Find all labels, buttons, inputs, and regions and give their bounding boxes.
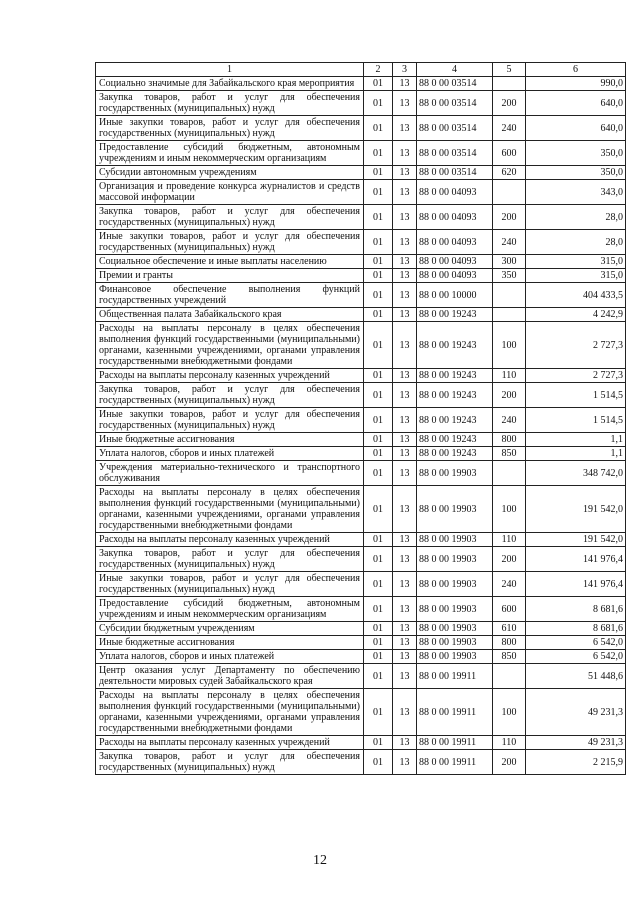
cell-podrazdel: 13 [393,736,417,750]
cell-sum: 6 542,0 [526,650,626,664]
cell-podrazdel: 13 [393,461,417,486]
cell-name: Иные закупки товаров, работ и услуг для обеспечения государственных (муниципальных) нужд [96,230,364,255]
table-row [96,461,626,486]
cell-csr: 88 0 00 19903 [417,461,493,486]
cell-razdel: 01 [364,383,393,408]
cell-csr: 88 0 00 19903 [417,597,493,622]
cell-vr: 100 [493,486,526,533]
table-row [96,664,626,689]
cell-sum: 6 542,0 [526,636,626,650]
table-row [96,255,626,269]
cell-name: Организация и проведение конкурса журналистов и средств массовой информации [96,180,364,205]
cell-vr: 110 [493,533,526,547]
cell-csr: 88 0 00 19903 [417,486,493,533]
header-cell-podrazdel: 3 [393,63,417,77]
table-row [96,486,626,533]
table-row [96,383,626,408]
table-row [96,447,626,461]
table-row [96,77,626,91]
cell-name: Расходы на выплаты персоналу казенных учреждений [96,369,364,383]
cell-vr: 200 [493,383,526,408]
cell-podrazdel: 13 [393,572,417,597]
cell-vr [493,180,526,205]
cell-razdel: 01 [364,77,393,91]
cell-vr: 100 [493,322,526,369]
cell-sum: 141 976,4 [526,547,626,572]
cell-podrazdel: 13 [393,636,417,650]
table-row [96,116,626,141]
cell-name: Закупка товаров, работ и услуг для обеспечения государственных (муниципальных) нужд [96,91,364,116]
cell-podrazdel: 13 [393,308,417,322]
cell-sum: 2 727,3 [526,369,626,383]
cell-vr: 350 [493,269,526,283]
cell-razdel: 01 [364,597,393,622]
cell-podrazdel: 13 [393,533,417,547]
table-row [96,597,626,622]
cell-sum: 990,0 [526,77,626,91]
cell-vr: 800 [493,636,526,650]
cell-vr: 240 [493,572,526,597]
header-cell-csr: 4 [417,63,493,77]
header-cell-razdel: 2 [364,63,393,77]
cell-csr: 88 0 00 04093 [417,230,493,255]
cell-razdel: 01 [364,736,393,750]
cell-name: Социально значимые для Забайкальского края мероприятия [96,77,364,91]
cell-csr: 88 0 00 03514 [417,91,493,116]
cell-razdel: 01 [364,166,393,180]
cell-razdel: 01 [364,230,393,255]
cell-razdel: 01 [364,461,393,486]
cell-csr: 88 0 00 04093 [417,180,493,205]
cell-sum: 1,1 [526,447,626,461]
table-row [96,91,626,116]
cell-vr: 200 [493,91,526,116]
cell-name: Иные закупки товаров, работ и услуг для обеспечения государственных (муниципальных) нужд [96,116,364,141]
cell-vr: 110 [493,369,526,383]
cell-podrazdel: 13 [393,622,417,636]
cell-razdel: 01 [364,433,393,447]
cell-name: Иные закупки товаров, работ и услуг для обеспечения государственных (муниципальных) нужд [96,572,364,597]
cell-name: Субсидии автономным учреждениям [96,166,364,180]
cell-razdel: 01 [364,650,393,664]
table-row [96,180,626,205]
cell-sum: 343,0 [526,180,626,205]
cell-razdel: 01 [364,283,393,308]
cell-csr: 88 0 00 03514 [417,141,493,166]
cell-name: Финансовое обеспечение выполнения функций государственных учреждений [96,283,364,308]
cell-csr: 88 0 00 19243 [417,408,493,433]
cell-csr: 88 0 00 03514 [417,166,493,180]
cell-name: Уплата налогов, сборов и иных платежей [96,447,364,461]
cell-name: Иные бюджетные ассигнования [96,636,364,650]
cell-vr [493,664,526,689]
table-row [96,322,626,369]
cell-razdel: 01 [364,572,393,597]
cell-sum: 49 231,3 [526,736,626,750]
table-row [96,269,626,283]
table-row [96,230,626,255]
cell-csr: 88 0 00 19243 [417,383,493,408]
cell-csr: 88 0 00 19243 [417,433,493,447]
cell-sum: 315,0 [526,269,626,283]
budget-table [95,62,626,775]
cell-vr [493,283,526,308]
cell-podrazdel: 13 [393,166,417,180]
cell-razdel: 01 [364,141,393,166]
budget-table-sheet [95,62,625,775]
cell-razdel: 01 [364,447,393,461]
cell-sum: 8 681,6 [526,622,626,636]
cell-vr: 110 [493,736,526,750]
cell-name: Расходы на выплаты персоналу в целях обеспечения выполнения функций государственными (муниципальными) органами, казенными учреждениями, органами управления государственными внебюджетными фондами [96,689,364,736]
table-row [96,547,626,572]
cell-name: Центр оказания услуг Департаменту по обеспечению деятельности мировых судей Забайкальского края [96,664,364,689]
cell-sum: 348 742,0 [526,461,626,486]
cell-csr: 88 0 00 19903 [417,533,493,547]
cell-podrazdel: 13 [393,180,417,205]
table-row [96,750,626,775]
cell-vr: 200 [493,750,526,775]
cell-name: Закупка товаров, работ и услуг для обеспечения государственных (муниципальных) нужд [96,383,364,408]
header-cell-name: 1 [96,63,364,77]
cell-name: Закупка товаров, работ и услуг для обеспечения государственных (муниципальных) нужд [96,750,364,775]
cell-csr: 88 0 00 19243 [417,308,493,322]
cell-sum: 404 433,5 [526,283,626,308]
cell-csr: 88 0 00 19903 [417,636,493,650]
cell-podrazdel: 13 [393,141,417,166]
cell-sum: 2 727,3 [526,322,626,369]
cell-podrazdel: 13 [393,433,417,447]
cell-podrazdel: 13 [393,447,417,461]
cell-name: Общественная палата Забайкальского края [96,308,364,322]
cell-podrazdel: 13 [393,205,417,230]
cell-csr: 88 0 00 19903 [417,622,493,636]
cell-csr: 88 0 00 03514 [417,77,493,91]
cell-name: Закупка товаров, работ и услуг для обеспечения государственных (муниципальных) нужд [96,547,364,572]
cell-name: Учреждения материально-технического и транспортного обслуживания [96,461,364,486]
cell-csr: 88 0 00 19903 [417,572,493,597]
cell-podrazdel: 13 [393,369,417,383]
cell-podrazdel: 13 [393,91,417,116]
cell-vr: 600 [493,597,526,622]
cell-name: Расходы на выплаты персоналу в целях обеспечения выполнения функций государственными (муниципальными) органами, казенными учреждениями, органами управления государственными внебюджетными фондами [96,322,364,369]
page-number: 12 [313,853,327,868]
table-row [96,166,626,180]
cell-vr: 850 [493,447,526,461]
cell-podrazdel: 13 [393,408,417,433]
cell-csr: 88 0 00 04093 [417,205,493,230]
cell-name: Премии и гранты [96,269,364,283]
cell-podrazdel: 13 [393,547,417,572]
cell-podrazdel: 13 [393,750,417,775]
cell-podrazdel: 13 [393,664,417,689]
cell-sum: 28,0 [526,205,626,230]
cell-csr: 88 0 00 19911 [417,664,493,689]
cell-vr [493,461,526,486]
cell-vr: 100 [493,689,526,736]
header-cell-vr: 5 [493,63,526,77]
cell-csr: 88 0 00 04093 [417,269,493,283]
table-row [96,205,626,230]
cell-razdel: 01 [364,369,393,383]
table-body [96,77,626,775]
cell-podrazdel: 13 [393,597,417,622]
cell-podrazdel: 13 [393,283,417,308]
cell-razdel: 01 [364,533,393,547]
cell-vr: 200 [493,205,526,230]
cell-podrazdel: 13 [393,650,417,664]
cell-razdel: 01 [364,205,393,230]
cell-podrazdel: 13 [393,689,417,736]
table-row [96,141,626,166]
cell-razdel: 01 [364,636,393,650]
cell-csr: 88 0 00 03514 [417,116,493,141]
cell-name: Субсидии бюджетным учреждениям [96,622,364,636]
cell-razdel: 01 [364,180,393,205]
cell-vr [493,308,526,322]
cell-razdel: 01 [364,269,393,283]
cell-vr: 200 [493,547,526,572]
cell-csr: 88 0 00 19911 [417,736,493,750]
cell-name: Расходы на выплаты персоналу казенных учреждений [96,736,364,750]
cell-name: Предоставление субсидий бюджетным, автономным учреждениям и иным некоммерческим организациям [96,597,364,622]
cell-sum: 1,1 [526,433,626,447]
cell-sum: 640,0 [526,91,626,116]
cell-name: Закупка товаров, работ и услуг для обеспечения государственных (муниципальных) нужд [96,205,364,230]
cell-sum: 1 514,5 [526,383,626,408]
cell-csr: 88 0 00 10000 [417,283,493,308]
table-header-row [96,63,626,77]
cell-razdel: 01 [364,322,393,369]
cell-podrazdel: 13 [393,116,417,141]
cell-razdel: 01 [364,255,393,269]
cell-razdel: 01 [364,547,393,572]
cell-name: Предоставление субсидий бюджетным, автономным учреждениям и иным некоммерческим организациям [96,141,364,166]
cell-razdel: 01 [364,91,393,116]
table-row [96,650,626,664]
cell-sum: 191 542,0 [526,533,626,547]
cell-podrazdel: 13 [393,486,417,533]
cell-razdel: 01 [364,116,393,141]
cell-vr: 850 [493,650,526,664]
cell-sum: 191 542,0 [526,486,626,533]
cell-podrazdel: 13 [393,77,417,91]
cell-razdel: 01 [364,408,393,433]
cell-csr: 88 0 00 19911 [417,689,493,736]
cell-vr: 240 [493,230,526,255]
cell-razdel: 01 [364,664,393,689]
cell-razdel: 01 [364,622,393,636]
cell-sum: 49 231,3 [526,689,626,736]
cell-vr [493,77,526,91]
cell-csr: 88 0 00 19243 [417,447,493,461]
table-row [96,433,626,447]
cell-razdel: 01 [364,750,393,775]
cell-sum: 1 514,5 [526,408,626,433]
cell-sum: 28,0 [526,230,626,255]
cell-razdel: 01 [364,308,393,322]
table-row [96,408,626,433]
cell-name: Иные бюджетные ассигнования [96,433,364,447]
cell-name: Иные закупки товаров, работ и услуг для обеспечения государственных (муниципальных) нужд [96,408,364,433]
cell-csr: 88 0 00 19243 [417,369,493,383]
header-cell-sum: 6 [526,63,626,77]
table-row [96,736,626,750]
cell-csr: 88 0 00 19903 [417,547,493,572]
cell-csr: 88 0 00 04093 [417,255,493,269]
cell-sum: 2 215,9 [526,750,626,775]
table-row [96,622,626,636]
cell-podrazdel: 13 [393,255,417,269]
cell-csr: 88 0 00 19903 [417,650,493,664]
cell-name: Уплата налогов, сборов и иных платежей [96,650,364,664]
cell-sum: 51 448,6 [526,664,626,689]
cell-name: Социальное обеспечение и иные выплаты населению [96,255,364,269]
cell-vr: 300 [493,255,526,269]
cell-podrazdel: 13 [393,383,417,408]
cell-sum: 4 242,9 [526,308,626,322]
cell-podrazdel: 13 [393,269,417,283]
cell-vr: 600 [493,141,526,166]
cell-razdel: 01 [364,689,393,736]
cell-vr: 620 [493,166,526,180]
cell-sum: 141 976,4 [526,572,626,597]
table-row [96,689,626,736]
cell-vr: 240 [493,116,526,141]
cell-podrazdel: 13 [393,230,417,255]
cell-razdel: 01 [364,486,393,533]
cell-podrazdel: 13 [393,322,417,369]
cell-csr: 88 0 00 19243 [417,322,493,369]
table-row [96,533,626,547]
table-row [96,636,626,650]
cell-sum: 315,0 [526,255,626,269]
table-row [96,308,626,322]
cell-sum: 8 681,6 [526,597,626,622]
cell-vr: 800 [493,433,526,447]
cell-csr: 88 0 00 19911 [417,750,493,775]
table-row [96,572,626,597]
cell-name: Расходы на выплаты персоналу в целях обеспечения выполнения функций государственными (муниципальными) органами, казенными учреждениями, органами управления государственными внебюджетными фондами [96,486,364,533]
table-row [96,283,626,308]
cell-sum: 640,0 [526,116,626,141]
cell-sum: 350,0 [526,141,626,166]
cell-name: Расходы на выплаты персоналу казенных учреждений [96,533,364,547]
cell-sum: 350,0 [526,166,626,180]
cell-vr: 240 [493,408,526,433]
table-row [96,369,626,383]
cell-vr: 610 [493,622,526,636]
